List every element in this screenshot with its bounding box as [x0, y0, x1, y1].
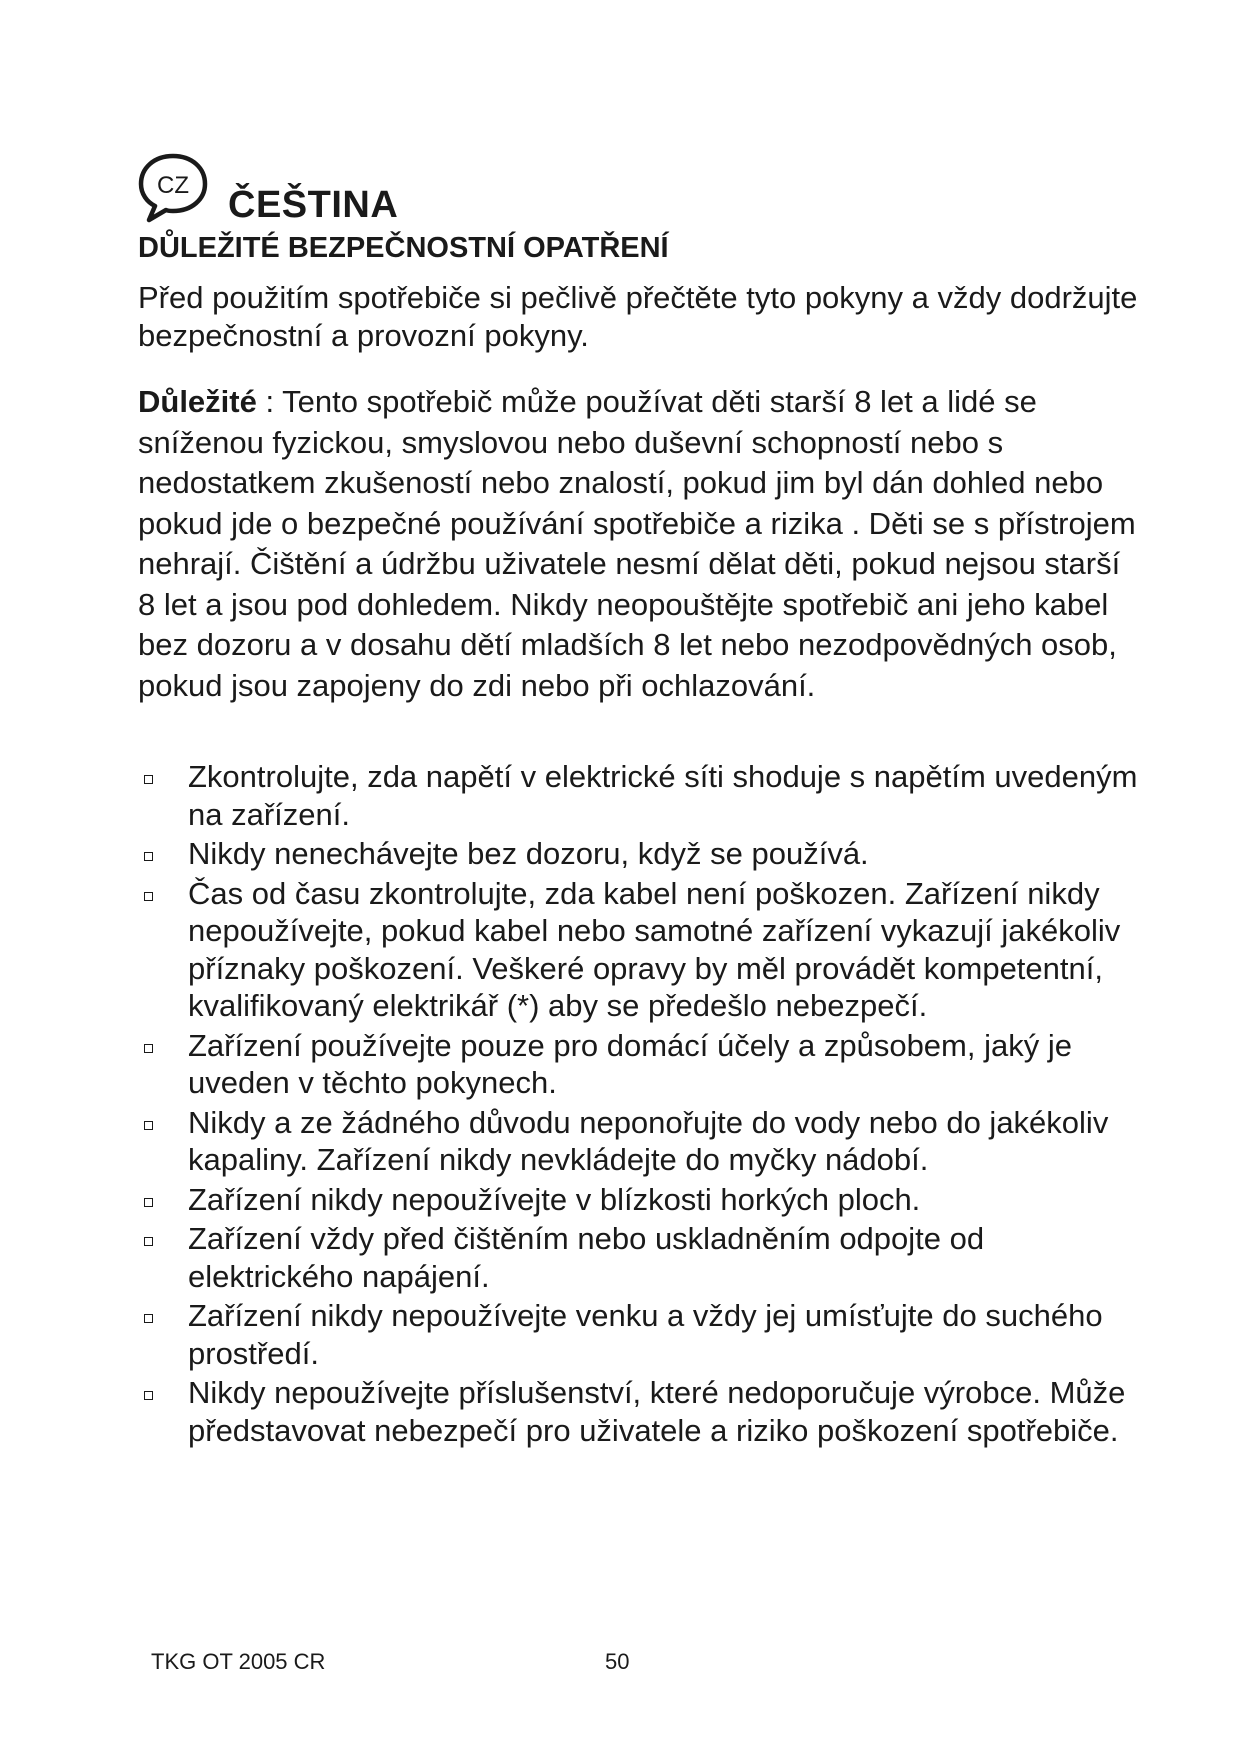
- checkbox-bullet-icon: [144, 1198, 153, 1207]
- safety-list: [138, 758, 1138, 1451]
- checkbox-bullet-icon: [144, 1237, 153, 1246]
- language-code: CZ: [157, 172, 189, 199]
- checkbox-bullet-icon: [144, 852, 153, 861]
- section-title: DŮLEŽITÉ BEZPEČNOSTNÍ OPATŘENÍ: [138, 232, 669, 264]
- intro-paragraph: Před použitím spotřebiče si pečlivě přečtěte tyto pokyny a vždy dodržujte bezpečnostní a provozní pokyny.: [138, 280, 1138, 353]
- warning-text: : Tento spotřebič může používat děti starší 8 let a lidé se sníženou fyzickou, smyslovou nebo duševní schopností nebo s nedostatkem zkušeností nebo znalostí, pokud jim byl dán dohled nebo pokud jde o bezpečné používání spotřebiče a rizika . Děti se s přístrojem nehrají. Čištění a údržbu uživatele nesmí dělat děti, pokud nejsou starší 8 let a jsou pod dohledem. Nikdy neopouštějte spotřebič ani jeho kabel bez dozoru a v dosahu dětí mladších 8 let nebo nezodpovědných osob, pokud jsou zapojeny do zdi nebo při ochlazování.: [138, 384, 1136, 703]
- checkbox-bullet-icon: [144, 1314, 153, 1323]
- list-item: Nikdy nenechávejte bez dozoru, když se používá.: [138, 835, 1138, 873]
- language-title: ČEŠTINA: [228, 184, 399, 226]
- page-number: 50: [605, 1649, 630, 1674]
- speech-bubble-icon: [135, 150, 211, 226]
- checkbox-bullet-icon: [144, 1044, 153, 1053]
- list-item: Zařízení používejte pouze pro domácí účely a způsobem, jaký je uveden v těchto pokynech.: [138, 1027, 1138, 1102]
- list-item: Nikdy a ze žádného důvodu neponořujte do vody nebo do jakékoliv kapaliny. Zařízení nikdy nevkládejte do myčky nádobí.: [138, 1104, 1138, 1179]
- list-item: Zařízení nikdy nepoužívejte venku a vždy jej umísťujte do suchého prostředí.: [138, 1297, 1138, 1372]
- list-item: Čas od času zkontrolujte, zda kabel není poškozen. Zařízení nikdy nepoužívejte, pokud kabel nebo samotné zařízení vykazují jakékoliv příznaky poškození. Veškeré opravy by měl provádět kompetentní, kvalifikovaný elektrikář (*) aby se předešlo nebezpečí.: [138, 875, 1138, 1025]
- list-item: Zařízení vždy před čištěním nebo uskladněním odpojte od elektrického napájení.: [138, 1220, 1138, 1295]
- warning-paragraph: [138, 382, 1138, 706]
- checkbox-bullet-icon: [144, 1391, 153, 1400]
- footer-model: TKG OT 2005 CR: [151, 1649, 326, 1674]
- list-item: Zařízení nikdy nepoužívejte v blízkosti horkých ploch.: [138, 1181, 1138, 1219]
- checkbox-bullet-icon: [144, 775, 153, 784]
- checkbox-bullet-icon: [144, 1121, 153, 1130]
- list-item: Zkontrolujte, zda napětí v elektrické síti shoduje s napětím uvedeným na zařízení.: [138, 758, 1138, 833]
- warning-label: Důležité: [138, 384, 257, 419]
- checkbox-bullet-icon: [144, 892, 153, 901]
- list-item: Nikdy nepoužívejte příslušenství, které nedoporučuje výrobce. Může představovat nebezpečí pro uživatele a riziko poškození spotřebiče.: [138, 1374, 1138, 1449]
